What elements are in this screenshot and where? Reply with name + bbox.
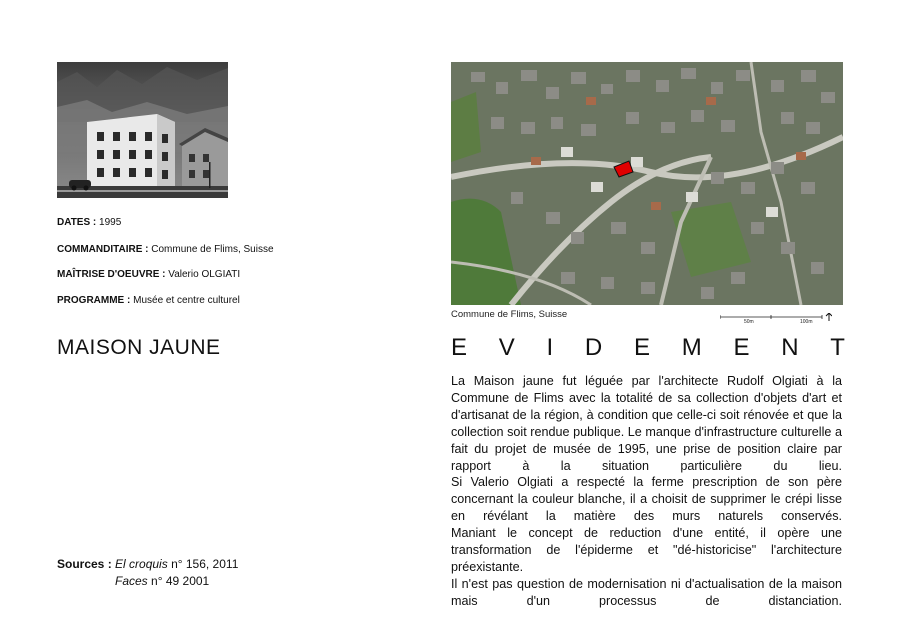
source-2-title: Faces bbox=[115, 574, 148, 588]
meta-key: DATES : bbox=[57, 217, 97, 228]
meta-value: Musée et centre culturel bbox=[133, 295, 240, 306]
aerial-map bbox=[451, 62, 843, 305]
meta-key: COMMANDITAIRE : bbox=[57, 244, 149, 255]
body-paragraph-4: Il n'est pas question de modernisation ni d'actualisation de la maison mais d'un processus de distanciation. bbox=[451, 576, 842, 608]
source-2-rest: n° 49 2001 bbox=[151, 574, 210, 588]
title-letter: T bbox=[830, 334, 845, 361]
meta-maitrise bbox=[57, 269, 240, 281]
meta-value: Valerio OLGIATI bbox=[168, 269, 241, 280]
title-letter: D bbox=[584, 334, 603, 361]
scale-bar bbox=[720, 310, 832, 323]
title-letter: I bbox=[546, 334, 554, 361]
meta-programme bbox=[57, 295, 240, 307]
meta-key: MAÎTRISE D'OEUVRE : bbox=[57, 269, 166, 280]
meta-dates bbox=[57, 217, 121, 229]
title-letter: V bbox=[498, 334, 515, 361]
scale-mid-label: 50m bbox=[744, 319, 754, 323]
north-arrow-icon bbox=[826, 313, 832, 321]
body-paragraph-3: Maniant le concept de reduction d'une entité, il opère une transformation de l'épiderme et "dé-historicise" l'architecture préexistante. bbox=[451, 526, 842, 574]
meta-value: 1995 bbox=[99, 217, 122, 228]
source-1-rest: n° 156, 2011 bbox=[171, 557, 239, 571]
meta-key: PROGRAMME : bbox=[57, 295, 131, 306]
map-caption: Commune de Flims, Suisse bbox=[451, 309, 568, 320]
body-text bbox=[451, 373, 842, 610]
body-paragraph-1: La Maison jaune fut léguée par l'architecte Rudolf Olgiati à la Commune de Flims avec la totalité de sa collection d'objets d'art et d'artisanat de la région, à condition que celle-ci soit rénovée et que la collection soit rendue publique. Le manque d'infrastructure culturelle a fait du projet de musée de 1995, une prise de position claire par rapport à la situation particulière du lieu. bbox=[451, 374, 842, 473]
sources-label: Sources : bbox=[57, 557, 112, 571]
title-letter: E bbox=[633, 334, 650, 361]
title-letter: M bbox=[681, 334, 702, 361]
title-letter: E bbox=[451, 334, 468, 361]
body-paragraph-2: Si Valerio Olgiati a respecté la ferme prescription de son père concernant la couleur blanche, il a choisit de supprimer le crépi lisse en révélant la matière des murs naturels conservés. bbox=[451, 475, 842, 524]
source-1-title: El croquis bbox=[115, 557, 168, 571]
scale-end-label: 100m bbox=[800, 319, 813, 323]
section-title bbox=[451, 334, 845, 362]
title-letter: E bbox=[733, 334, 750, 361]
building-photo bbox=[57, 62, 228, 198]
project-title: MAISON JAUNE bbox=[57, 336, 221, 359]
meta-commanditaire bbox=[57, 244, 274, 256]
sources bbox=[57, 556, 238, 590]
meta-value: Commune de Flims, Suisse bbox=[151, 244, 274, 255]
title-letter: N bbox=[781, 334, 799, 361]
